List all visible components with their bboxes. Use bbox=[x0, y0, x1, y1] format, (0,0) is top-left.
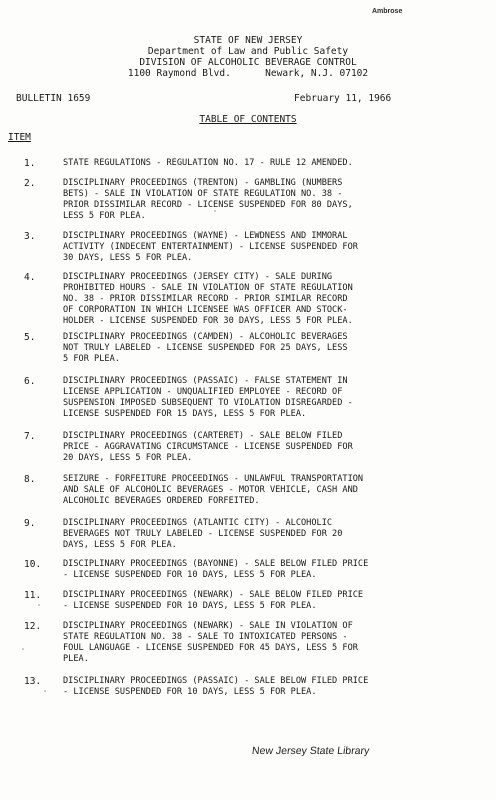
item-number: 11. bbox=[24, 590, 42, 601]
item-description bbox=[63, 676, 493, 698]
item-number: 10. bbox=[24, 559, 42, 570]
item-description-line: 5 FOR PLEA. bbox=[63, 354, 120, 364]
handwritten-annotation: Ambrose bbox=[372, 8, 403, 15]
item-description-line: NO. 38 - PRIOR DISSIMILAR RECORD - PRIOR SIMILAR RECORD bbox=[63, 294, 348, 304]
item-number: 3. bbox=[24, 231, 36, 242]
item-description bbox=[63, 518, 493, 551]
item-description bbox=[63, 332, 493, 365]
item-description-line: - LICENSE SUSPENDED FOR 10 DAYS, LESS 5 FOR PLEA. bbox=[63, 601, 317, 611]
item-description-line: 20 DAYS, LESS 5 FOR PLEA. bbox=[63, 453, 193, 463]
item-description-line: DISCIPLINARY PROCEEDINGS (BAYONNE) - SALE BELOW FILED PRICE bbox=[63, 559, 369, 569]
item-column-heading: ITEM bbox=[8, 132, 31, 143]
item-description bbox=[63, 178, 493, 222]
item-number: 13. bbox=[24, 676, 42, 687]
item-number: 4. bbox=[24, 272, 36, 283]
item-description-line: 30 DAYS, LESS 5 FOR PLEA. bbox=[63, 253, 193, 263]
item-description-line: PRICE - AGGRAVATING CIRCUMSTANCE - LICENSE SUSPENDED FOR bbox=[63, 442, 353, 452]
item-description-line: PROHIBITED HOURS - SALE IN VIOLATION OF STATE REGULATION bbox=[63, 283, 353, 293]
bulletin-date: February 11, 1966 bbox=[294, 93, 392, 104]
item-number: 9. bbox=[24, 518, 36, 529]
item-description-line: DISCIPLINARY PROCEEDINGS (PASSAIC) - SALE BELOW FILED PRICE bbox=[63, 676, 369, 686]
item-description-line: - LICENSE SUSPENDED FOR 10 DAYS, LESS 5 FOR PLEA. bbox=[63, 570, 317, 580]
item-description bbox=[63, 474, 493, 507]
item-number: 6. bbox=[24, 376, 36, 387]
scan-speck bbox=[22, 648, 24, 650]
item-description bbox=[63, 158, 493, 169]
item-description bbox=[63, 559, 493, 581]
item-description-line: DISCIPLINARY PROCEEDINGS (NEWARK) - SALE BELOW FILED PRICE bbox=[63, 590, 364, 600]
item-description-line: PRIOR DISSIMILAR RECORD - LICENSE SUSPENDED FOR 80 DAYS, bbox=[63, 200, 353, 210]
item-description-line: STATE REGULATIONS - REGULATION NO. 17 - RULE 12 AMENDED. bbox=[63, 158, 353, 168]
item-description-line: DISCIPLINARY PROCEEDINGS (TRENTON) - GAMBLING (NUMBERS bbox=[63, 178, 343, 188]
item-description-line: ACTIVITY (INDECENT ENTERTAINMENT) - LICENSE SUSPENDED FOR bbox=[63, 242, 358, 252]
item-description-line: SUSPENSION IMPOSED SUBSEQUENT TO VIOLATION DISREGARDED - bbox=[63, 398, 353, 408]
bulletin-number: BULLETIN 1659 bbox=[16, 93, 91, 104]
item-number: 12. bbox=[24, 621, 42, 632]
item-number: 5. bbox=[24, 332, 36, 343]
item-description-line: ALCOHOLIC BEVERAGES ORDERED FORFEITED. bbox=[63, 496, 260, 506]
item-description-line: OF CORPORATION IN WHICH LICENSEE WAS OFFICER AND STOCK- bbox=[63, 305, 348, 315]
item-number: 2. bbox=[24, 178, 36, 189]
toc-title: TABLE OF CONTENTS bbox=[199, 114, 297, 125]
item-description bbox=[63, 376, 493, 420]
item-description-line: PLEA. bbox=[63, 654, 89, 664]
item-description-line: LESS 5 FOR PLEA. bbox=[63, 211, 146, 221]
item-number: 7. bbox=[24, 431, 36, 442]
item-description-line: SEIZURE - FORFEITURE PROCEEDINGS - UNLAWFUL TRANSPORTATION bbox=[63, 474, 364, 484]
item-description-line: HOLDER - LICENSE SUSPENDED FOR 30 DAYS, LESS 5 FOR PLEA. bbox=[63, 316, 353, 326]
item-description-line: DISCIPLINARY PROCEEDINGS (JERSEY CITY) - SALE DURING bbox=[63, 272, 333, 282]
item-description-line: STATE REGULATION NO. 38 - SALE TO INTOXICATED PERSONS - bbox=[63, 632, 348, 642]
item-description-line: LICENSE SUSPENDED FOR 15 DAYS, LESS 5 FOR PLEA. bbox=[63, 409, 307, 419]
scan-speck bbox=[44, 690, 46, 692]
item-description-line: DISCIPLINARY PROCEEDINGS (NEWARK) - SALE IN VIOLATION OF bbox=[63, 621, 353, 631]
header-division: DIVISION OF ALCOHOLIC BEVERAGE CONTROL bbox=[139, 57, 357, 68]
item-description-line: BETS) - SALE IN VIOLATION OF STATE REGULATION NO. 38 - bbox=[63, 189, 343, 199]
item-description-line: DISCIPLINARY PROCEEDINGS (WAYNE) - LEWDNESS AND IMMORAL bbox=[63, 231, 348, 241]
item-description-line: AND SALE OF ALCOHOLIC BEVERAGES - MOTOR VEHICLE, CASH AND bbox=[63, 485, 358, 495]
library-stamp: New Jersey State Library bbox=[251, 745, 370, 757]
item-number: 1. bbox=[24, 158, 36, 169]
item-description-line: DISCIPLINARY PROCEEDINGS (CARTERET) - SALE BELOW FILED bbox=[63, 431, 343, 441]
item-description-line: FOUL LANGUAGE - LICENSE SUSPENDED FOR 45 DAYS, LESS 5 FOR bbox=[63, 643, 358, 653]
header-department: Department of Law and Public Safety bbox=[147, 46, 349, 57]
item-description bbox=[63, 431, 493, 464]
scan-speck bbox=[214, 210, 216, 212]
item-description-line: BEVERAGES NOT TRULY LABELED - LICENSE SUSPENDED FOR 20 bbox=[63, 529, 343, 539]
item-description bbox=[63, 231, 493, 264]
item-description-line: DISCIPLINARY PROCEEDINGS (PASSAIC) - FALSE STATEMENT IN bbox=[63, 376, 348, 386]
item-description-line: LICENSE APPLICATION - UNQUALIFIED EMPLOYEE - RECORD OF bbox=[63, 387, 343, 397]
item-description bbox=[63, 621, 493, 665]
item-description-line: DISCIPLINARY PROCEEDINGS (CAMDEN) - ALCOHOLIC BEVERAGES bbox=[63, 332, 348, 342]
item-description-line: DAYS, LESS 5 FOR PLEA. bbox=[63, 540, 177, 550]
item-description bbox=[63, 590, 493, 612]
item-description-line: DISCIPLINARY PROCEEDINGS (ATLANTIC CITY) - ALCOHOLIC bbox=[63, 518, 333, 528]
item-description-line: NOT TRULY LABELED - LICENSE SUSPENDED FOR 25 DAYS, LESS bbox=[63, 343, 348, 353]
scan-speck bbox=[30, 560, 32, 562]
item-description-line: - LICENSE SUSPENDED FOR 10 DAYS, LESS 5 FOR PLEA. bbox=[63, 687, 317, 697]
header-address: 1100 Raymond Blvd. Newark, N.J. 07102 bbox=[127, 68, 369, 79]
item-number: 8. bbox=[24, 474, 36, 485]
item-description bbox=[63, 272, 493, 327]
scan-speck bbox=[38, 604, 40, 606]
header-state: STATE OF NEW JERSEY bbox=[193, 35, 303, 46]
